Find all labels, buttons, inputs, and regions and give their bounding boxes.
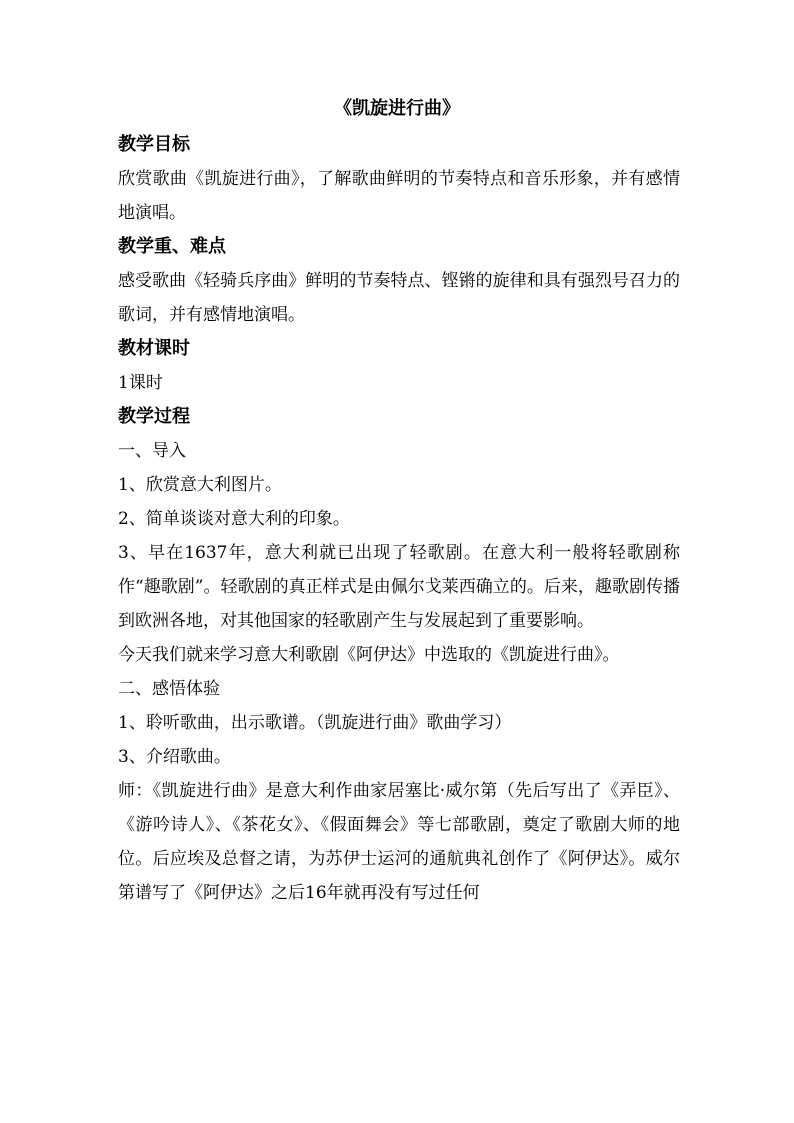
document-title: 《凯旋进行曲》	[334, 98, 460, 119]
paragraph-teacher: 师：《凯旋进行曲》是意大利作曲家居塞比·威尔第（先后写出了《弄臣》、《游吟诗人》、《茶花女》、《假面舞会》等七部歌剧，奠定了歌剧大师的地位。后应埃及总督之请，为苏伊士运河的通航典礼创作了《阿伊达》。威尔第谱写了《阿伊达》之后16年就再没有写过任何	[118, 781, 680, 903]
paragraph-class-hours: 1课时	[118, 373, 163, 393]
paragraph-item-3: 3、早在1637年，意大利就已出现了轻歌剧。在意大利一般将轻歌剧称作“趣歌剧”。轻歌剧的真正样式是由佩尔戈莱西确立的。后来，趣歌剧传播到欧洲各地，对其他国家的轻歌剧产生与发展起到了重要影响。	[118, 543, 680, 631]
section-heading-class-hours: 教材课时	[118, 338, 190, 359]
section-heading-teaching-process: 教学过程	[118, 406, 190, 427]
document-body	[118, 128, 680, 910]
paragraph-experience-heading: 二、感悟体验	[118, 679, 220, 699]
paragraph-key-points: 感受歌曲《轻骑兵序曲》鲜明的节奏特点、铿锵的旋律和具有强烈号召力的歌词，并有感情地演唱。	[118, 271, 680, 325]
paragraph-item-1: 1、欣赏意大利图片。	[118, 475, 282, 495]
paragraph-introduce-song: 3、介绍歌曲。	[118, 747, 231, 767]
section-heading-key-points: 教学重、难点	[118, 236, 226, 257]
paragraph-teaching-goals: 欣赏歌曲《凯旋进行曲》，了解歌曲鲜明的节奏特点和音乐形象，并有感情地演唱。	[118, 169, 680, 223]
section-heading-teaching-goals: 教学目标	[118, 134, 190, 155]
paragraph-item-2: 2、简单谈谈对意大利的印象。	[118, 509, 350, 529]
paragraph-today: 今天我们就来学习意大利歌剧《阿伊达》中选取的《凯旋进行曲》。	[118, 645, 620, 665]
paragraph-listen: 1、聆听歌曲，出示歌谱。（凯旋进行曲》歌曲学习）	[118, 713, 512, 733]
paragraph-introduction: 一、导入	[118, 441, 186, 461]
